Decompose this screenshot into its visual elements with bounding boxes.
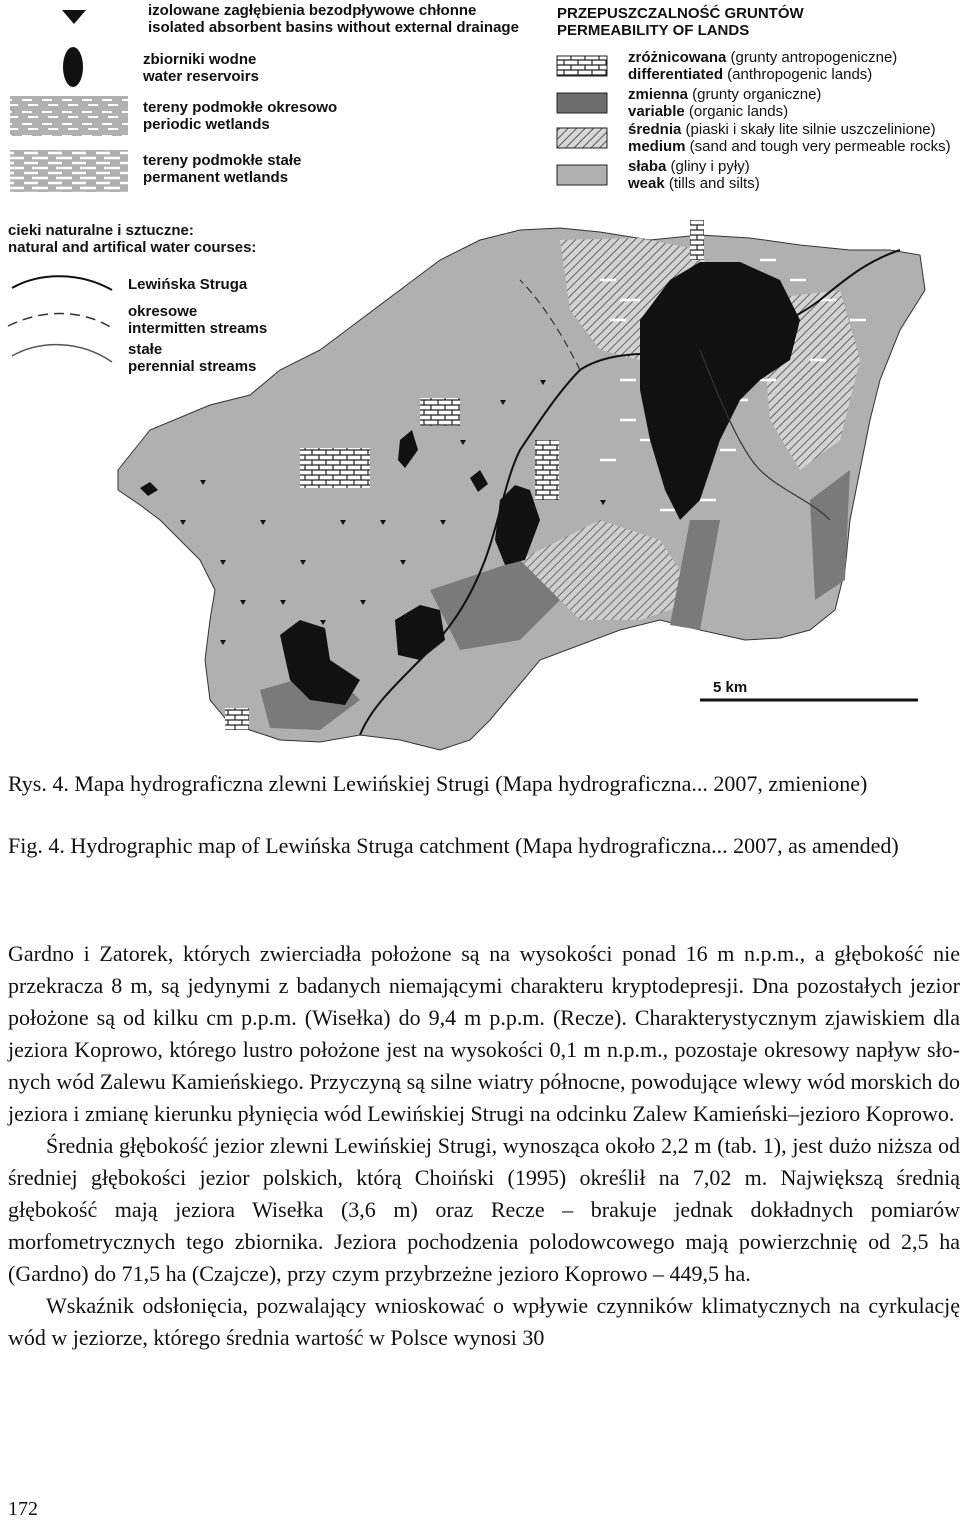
figure-caption-pl: Rys. 4. Mapa hydrograficzna zlewni Lewińskiej Strugi (Mapa hydrograficzna... 2007, zmienione) [8,771,868,796]
differentiated-symbol [557,56,607,76]
legend-differentiated: zróżnicowana (grunty antropogeniczne) differentiated (anthropogenic lands) [628,49,898,83]
page-number: 172 [8,1498,38,1520]
figure-caption-en: Fig. 4. Hydrographic map of Lewińska Struga catchment (Mapa hydrograficzna... 2007, as amended) [8,833,899,858]
anthropogenic-area-2 [420,398,460,426]
anthropogenic-area-5 [690,220,704,260]
perennial-stream-symbol [12,345,112,362]
legend-watercourses-title: cieki naturalne i sztuczne: natural and artifical water courses: [8,222,257,256]
legend-variable: zmienna (grunty organiczne) variable (organic lands) [628,86,822,120]
reservoir-symbol [63,47,83,87]
paragraph-2: Średnia głębokość jezior zlewni Lewińskiej Strugi, wynosząca około 2,2 m (tab. 1), jest dużo niższa od średniej głębokości jezior polskich, którą Choiński (1995) określił na 7,02 m. Największą średnią głębokość mają jeziora Wisełka (3,6 m) oraz Recze – brakuje jednak dokładnych pomiarów morfometrycznych tego zbiornika. Jeziora pochodzenia polodowcowego mają powierzchnię od 2,5 ha (Gardno) do 71,5 ha (Czajcze), przy czym przybrzeżne jezioro Koprowo – 449,5 ha. [8,1133,960,1286]
legend-main-river: Lewińska Struga [128,276,248,293]
intermittent-stream-symbol [8,314,112,329]
legend-permanent-wetlands: tereny podmokłe stałe permanent wetlands [143,152,302,186]
anthropogenic-area-1 [300,448,370,488]
hydrographic-map-figure [0,0,960,760]
legend-periodic-wetlands: tereny podmokłe okresowo periodic wetlands [143,99,338,133]
medium-symbol [557,128,607,148]
paragraph-3: Wskaźnik odsłonięcia, pozwalający wnioskować o wpływie czynników klimatycznych na cyrkulację wód w jeziorze, którego średnia wartość w Polsce wynosi 30 [8,1293,960,1350]
legend-perennial: stałe perennial streams [128,341,257,375]
permanent-wetland-symbol [10,150,128,192]
legend-intermittent: okresowe intermitten streams [128,303,268,337]
weak-symbol [557,165,607,185]
legend-basins: izolowane zagłębienia bezodpływowe chłonne isolated absorbent basins without external drainage [148,2,519,36]
periodic-wetland-symbol [10,96,128,136]
legend-reservoirs: zbiorniki wodne water reservoirs [143,51,259,85]
main-river-symbol [12,276,112,290]
legend-permeability-title: PRZEPUSZCZALNOŚĆ GRUNTÓW PERMEABILITY OF LANDS [557,5,804,39]
paragraph-1: Gardno i Zatorek, których zwierciadła położone są na wysokości ponad 16 m n.p.m., a głębokość nie przekracza 8 m, są jedynymi z badanych niemającymi charakteru kryptodepresji. Dna pozostałych jezior położone są od kilku cm p.p.m. (Wisełka) do 9,4 m p.p.m. (Recze). Charakterystycznym zjawiskiem dla jeziora Koprowo, którego lustro położone jest na wysokości 0,1 m n.p.m., pozostaje okresowy napływ słonych wód Zalewu Kamieńskiego. Przyczyną są silne wiatry północne, powodujące wlewy wód morskich do jeziora i zmianę kierunku płynięcia wód Lewińskiej Strugi na odcinku Zalew Kamieński–jezioro Koprowo. [8,941,960,1126]
legend-weak: słaba (gliny i pyły) weak (tills and silts) [628,158,760,192]
anthropogenic-area-4 [225,708,249,730]
variable-symbol [557,93,607,113]
body-text [8,938,960,1354]
scale-label: 5 km [713,679,748,696]
legend-medium: średnia (piaski i skały lite silnie uszczelinione) medium (sand and tough very permeable rocks) [628,121,951,155]
anthropogenic-area-3 [535,440,559,500]
basin-symbol [62,10,86,24]
